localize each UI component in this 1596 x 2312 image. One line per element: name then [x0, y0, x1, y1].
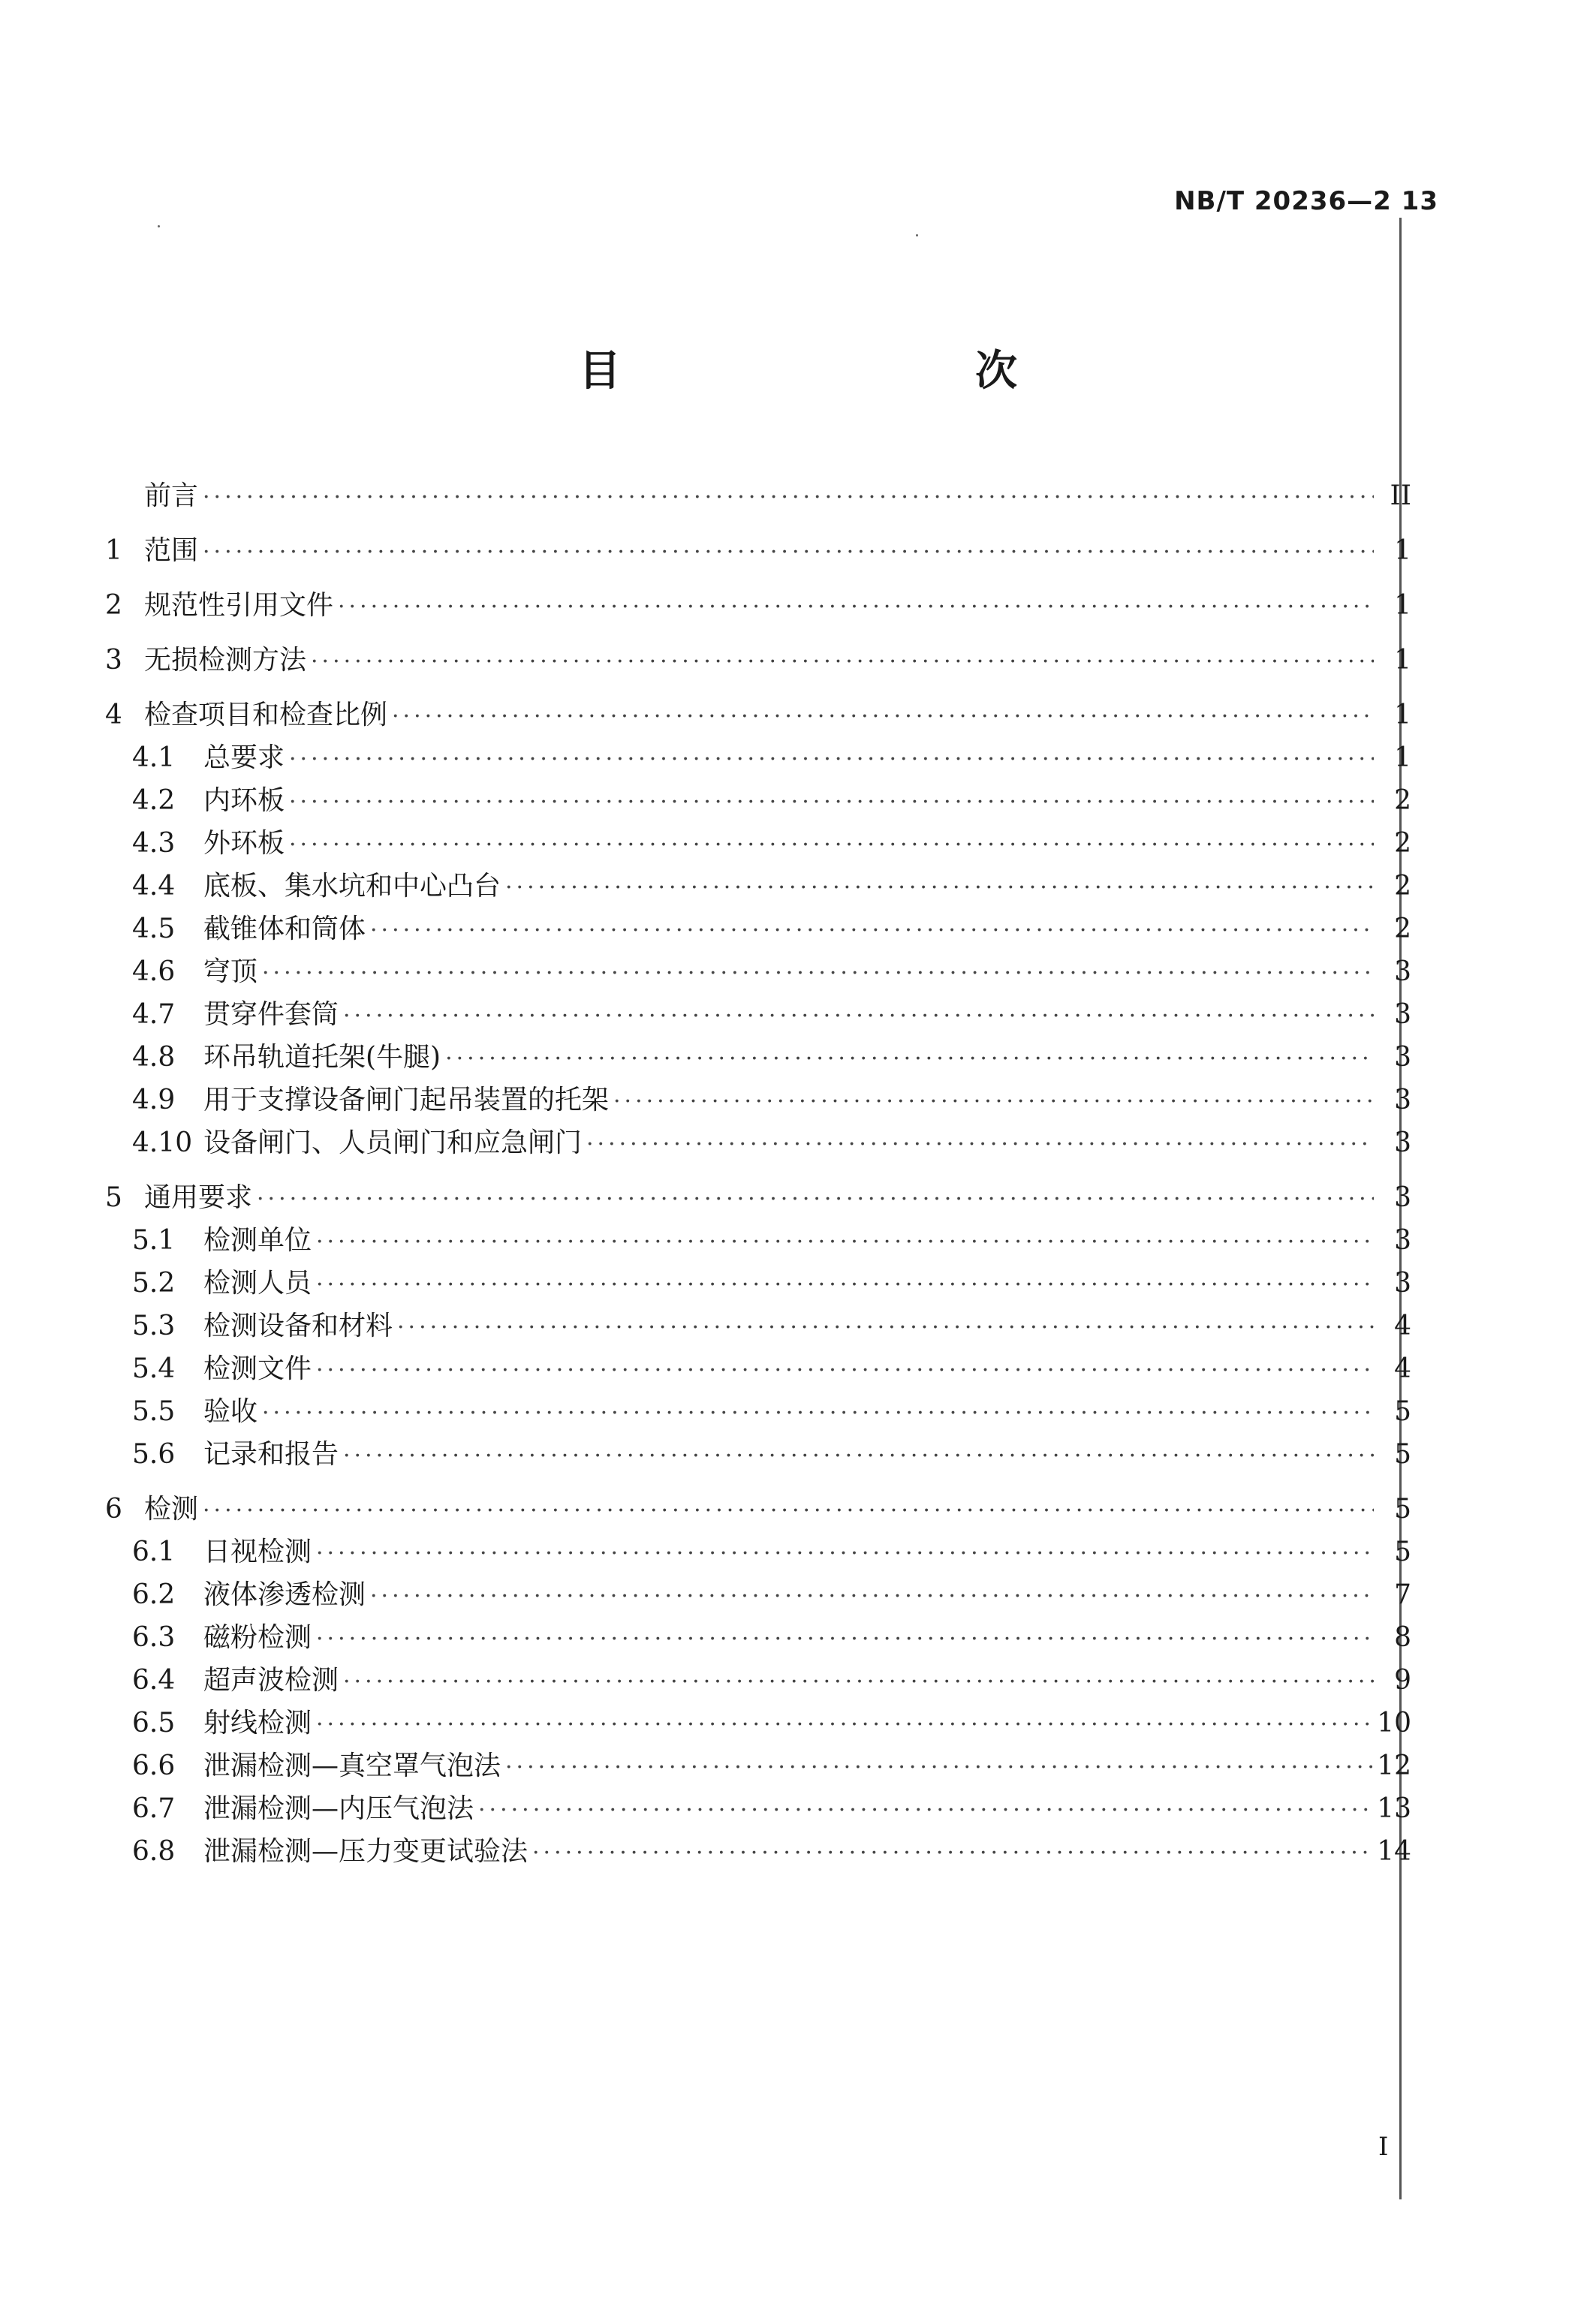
- toc-entry[interactable]: [105, 1219, 1411, 1262]
- toc-entry[interactable]: [105, 1036, 1411, 1079]
- toc-entry-page: 5: [1394, 1396, 1411, 1427]
- toc-leader-dots: [316, 1618, 1374, 1660]
- toc-entry-number: 6.4: [132, 1665, 176, 1696]
- toc-entry-number: 2: [105, 590, 122, 621]
- toc-entry-page: 2: [1394, 914, 1411, 944]
- toc-leader-dots: [586, 1123, 1374, 1166]
- toc-leader-dots: [613, 1080, 1374, 1123]
- toc-entry-page: 12: [1377, 1751, 1411, 1781]
- toc-entry-number: 6.2: [132, 1579, 176, 1610]
- toc-entry-page: 3: [1394, 1268, 1411, 1299]
- toc-entry-title: 外环板: [203, 828, 285, 859]
- toc-entry-title: 贯穿件套筒: [203, 999, 339, 1030]
- toc-leader-dots: [289, 781, 1374, 823]
- toc-entry-number: 3: [105, 645, 122, 676]
- toc-leader-dots: [532, 1832, 1374, 1874]
- document-id: NB/T 20236—2 13: [1174, 186, 1438, 216]
- toc-entry-page: 3: [1394, 1042, 1411, 1073]
- toc-entry-number: 5.2: [132, 1268, 176, 1299]
- toc-leader-dots: [203, 476, 1374, 519]
- toc-entry-title: 磁粉检测: [203, 1622, 312, 1653]
- toc-entry[interactable]: [105, 1702, 1411, 1745]
- toc-entry-title: 环吊轨道托架(牛腿): [203, 1042, 441, 1073]
- toc-leader-dots: [392, 695, 1374, 738]
- table-of-contents: [105, 474, 1411, 1873]
- toc-entry-page: 3: [1394, 1225, 1411, 1256]
- toc-entry-page: 8: [1394, 1622, 1411, 1653]
- toc-entry[interactable]: [105, 1433, 1411, 1476]
- toc-entry-title: 无损检测方法: [144, 645, 307, 676]
- toc-entry[interactable]: [105, 865, 1411, 908]
- toc-entry[interactable]: [105, 993, 1411, 1036]
- toc-entry[interactable]: [105, 639, 1411, 682]
- toc-entry-number: 4.1: [132, 742, 176, 773]
- toc-leader-dots: [257, 1178, 1374, 1221]
- toc-leader-dots: [478, 1789, 1374, 1832]
- toc-entry-title: 前言: [144, 480, 199, 511]
- toc-entry[interactable]: [105, 1262, 1411, 1305]
- toc-leader-dots: [316, 1703, 1374, 1746]
- toc-entry-page: 5: [1394, 1439, 1411, 1470]
- toc-entry-page: 13: [1377, 1793, 1411, 1824]
- toc-leader-dots: [316, 1263, 1374, 1306]
- toc-entry[interactable]: [105, 1830, 1411, 1873]
- toc-entry-title: 规范性引用文件: [144, 590, 334, 621]
- toc-entry-page: 1: [1394, 535, 1411, 566]
- toc-entry-number: 4.8: [132, 1042, 176, 1073]
- toc-leader-dots: [262, 952, 1374, 995]
- toc-leader-dots: [505, 866, 1374, 909]
- toc-entry[interactable]: [105, 1659, 1411, 1702]
- toc-entry-title: 射线检测: [203, 1708, 312, 1739]
- toc-entry-title: 泄漏检测—内压气泡法: [203, 1793, 474, 1824]
- toc-entry-page: 4: [1394, 1311, 1411, 1341]
- toc-entry-title: 检查项目和检查比例: [144, 700, 388, 730]
- toc-entry[interactable]: [105, 584, 1411, 627]
- toc-entry-title: 设备闸门、人员闸门和应急闸门: [203, 1127, 583, 1158]
- page-title: 目 次: [579, 347, 1107, 396]
- toc-entry-title: 底板、集水坑和中心凸台: [203, 871, 501, 902]
- toc-entry-number: 4.10: [132, 1127, 193, 1158]
- toc-entry-title: 截锥体和筒体: [203, 914, 366, 944]
- toc-entry-number: 4.2: [132, 785, 176, 816]
- toc-entry-title: 用于支撑设备闸门起吊装置的托架: [203, 1085, 610, 1115]
- toc-entry[interactable]: [105, 1745, 1411, 1787]
- toc-leader-dots: [203, 531, 1374, 573]
- toc-entry-number: 6: [105, 1494, 122, 1525]
- toc-leader-dots: [343, 995, 1374, 1037]
- toc-entry[interactable]: [105, 474, 1411, 517]
- toc-leader-dots: [289, 738, 1374, 781]
- toc-entry-number: 5: [105, 1182, 122, 1213]
- toc-entry-page: 2: [1394, 871, 1411, 902]
- toc-entry[interactable]: [105, 822, 1411, 865]
- toc-entry-number: 6.7: [132, 1793, 176, 1824]
- toc-leader-dots: [316, 1221, 1374, 1263]
- toc-entry-number: 4.3: [132, 828, 176, 859]
- toc-entry-page: 1: [1394, 590, 1411, 621]
- toc-entry-number: 4.6: [132, 956, 176, 987]
- toc-entry-page: 3: [1394, 956, 1411, 987]
- toc-entry[interactable]: [105, 1390, 1411, 1433]
- toc-leader-dots: [311, 640, 1374, 683]
- toc-leader-dots: [203, 1489, 1374, 1532]
- toc-entry[interactable]: [105, 1347, 1411, 1390]
- toc-entry-title: 检测设备和材料: [203, 1311, 393, 1341]
- toc-entry[interactable]: [105, 736, 1411, 779]
- toc-leader-dots: [262, 1392, 1374, 1434]
- toc-entry-page: 10: [1377, 1708, 1411, 1739]
- toc-entry-page: II: [1390, 480, 1411, 511]
- toc-entry-number: 6.6: [132, 1751, 176, 1781]
- toc-entry-title: 检测文件: [203, 1353, 312, 1384]
- toc-entry-title: 验收: [203, 1396, 258, 1427]
- toc-entry[interactable]: [105, 1121, 1411, 1164]
- toc-entry-page: 7: [1394, 1579, 1411, 1610]
- toc-entry-title: 总要求: [203, 742, 285, 773]
- toc-entry-page: 3: [1394, 1127, 1411, 1158]
- toc-entry-title: 泄漏检测—真空罩气泡法: [203, 1751, 501, 1781]
- toc-entry-page: 4: [1394, 1353, 1411, 1384]
- toc-leader-dots: [505, 1746, 1374, 1789]
- toc-entry-number: 6.5: [132, 1708, 176, 1739]
- toc-entry[interactable]: [105, 1616, 1411, 1659]
- toc-entry-title: 范围: [144, 535, 199, 566]
- toc-entry-page: 14: [1377, 1836, 1411, 1867]
- toc-entry[interactable]: [105, 1531, 1411, 1573]
- scan-speck: [158, 225, 160, 227]
- toc-entry-page: 2: [1394, 785, 1411, 816]
- toc-entry-page: 3: [1394, 1182, 1411, 1213]
- toc-leader-dots: [316, 1349, 1374, 1392]
- toc-leader-dots: [338, 586, 1374, 628]
- toc-entry-number: 4.5: [132, 914, 176, 944]
- toc-entry-number: 4.4: [132, 871, 176, 902]
- toc-entry[interactable]: [105, 1305, 1411, 1347]
- toc-entry[interactable]: [105, 1176, 1411, 1219]
- toc-entry[interactable]: [105, 950, 1411, 993]
- toc-entry-number: 5.3: [132, 1311, 176, 1341]
- toc-entry-number: 1: [105, 535, 122, 566]
- toc-entry-number: 5.4: [132, 1353, 176, 1384]
- toc-entry-number: 5.5: [132, 1396, 176, 1427]
- toc-entry-number: 6.8: [132, 1836, 176, 1867]
- toc-entry[interactable]: [105, 529, 1411, 572]
- toc-entry-page: 5: [1394, 1537, 1411, 1567]
- toc-entry-title: 检测人员: [203, 1268, 312, 1299]
- toc-entry-title: 检测: [144, 1494, 199, 1525]
- toc-entry[interactable]: [105, 1787, 1411, 1830]
- toc-entry-page: 3: [1394, 1085, 1411, 1115]
- toc-entry-title: 液体渗透检测: [203, 1579, 366, 1610]
- toc-entry[interactable]: [105, 779, 1411, 822]
- toc-entry-number: 5.6: [132, 1439, 176, 1470]
- toc-entry[interactable]: [105, 1573, 1411, 1616]
- toc-leader-dots: [289, 823, 1374, 866]
- toc-entry-title: 内环板: [203, 785, 285, 816]
- toc-entry-title: 超声波检测: [203, 1665, 339, 1696]
- toc-entry-page: 1: [1394, 645, 1411, 676]
- toc-leader-dots: [370, 909, 1374, 952]
- toc-entry-number: 6.1: [132, 1537, 176, 1567]
- toc-entry-page: 9: [1394, 1665, 1411, 1696]
- toc-entry-page: 5: [1394, 1494, 1411, 1525]
- page-number: I: [1378, 2132, 1389, 2162]
- toc-entry-title: 检测单位: [203, 1225, 312, 1256]
- toc-leader-dots: [397, 1306, 1374, 1349]
- toc-leader-dots: [343, 1434, 1374, 1477]
- toc-entry-number: 4: [105, 700, 122, 730]
- toc-entry-title: 记录和报告: [203, 1439, 339, 1470]
- toc-leader-dots: [445, 1037, 1374, 1080]
- toc-leader-dots: [343, 1660, 1374, 1703]
- toc-entry-page: 3: [1394, 999, 1411, 1030]
- toc-entry-number: 4.9: [132, 1085, 176, 1115]
- toc-entry[interactable]: [105, 694, 1411, 736]
- toc-leader-dots: [370, 1575, 1374, 1618]
- toc-entry-title: 日视检测: [203, 1537, 312, 1567]
- toc-entry-title: 泄漏检测—压力变更试验法: [203, 1836, 528, 1867]
- toc-entry-title: 通用要求: [144, 1182, 253, 1213]
- toc-entry-page: 1: [1394, 742, 1411, 773]
- toc-entry-title: 穹顶: [203, 956, 258, 987]
- scan-speck: [916, 234, 918, 236]
- toc-entry[interactable]: [105, 908, 1411, 950]
- toc-entry-page: 1: [1394, 700, 1411, 730]
- toc-entry[interactable]: [105, 1079, 1411, 1121]
- toc-entry-number: 5.1: [132, 1225, 176, 1256]
- toc-entry-page: 2: [1394, 828, 1411, 859]
- toc-leader-dots: [316, 1532, 1374, 1575]
- toc-entry-number: 4.7: [132, 999, 176, 1030]
- toc-entry[interactable]: [105, 1488, 1411, 1531]
- toc-entry-number: 6.3: [132, 1622, 176, 1653]
